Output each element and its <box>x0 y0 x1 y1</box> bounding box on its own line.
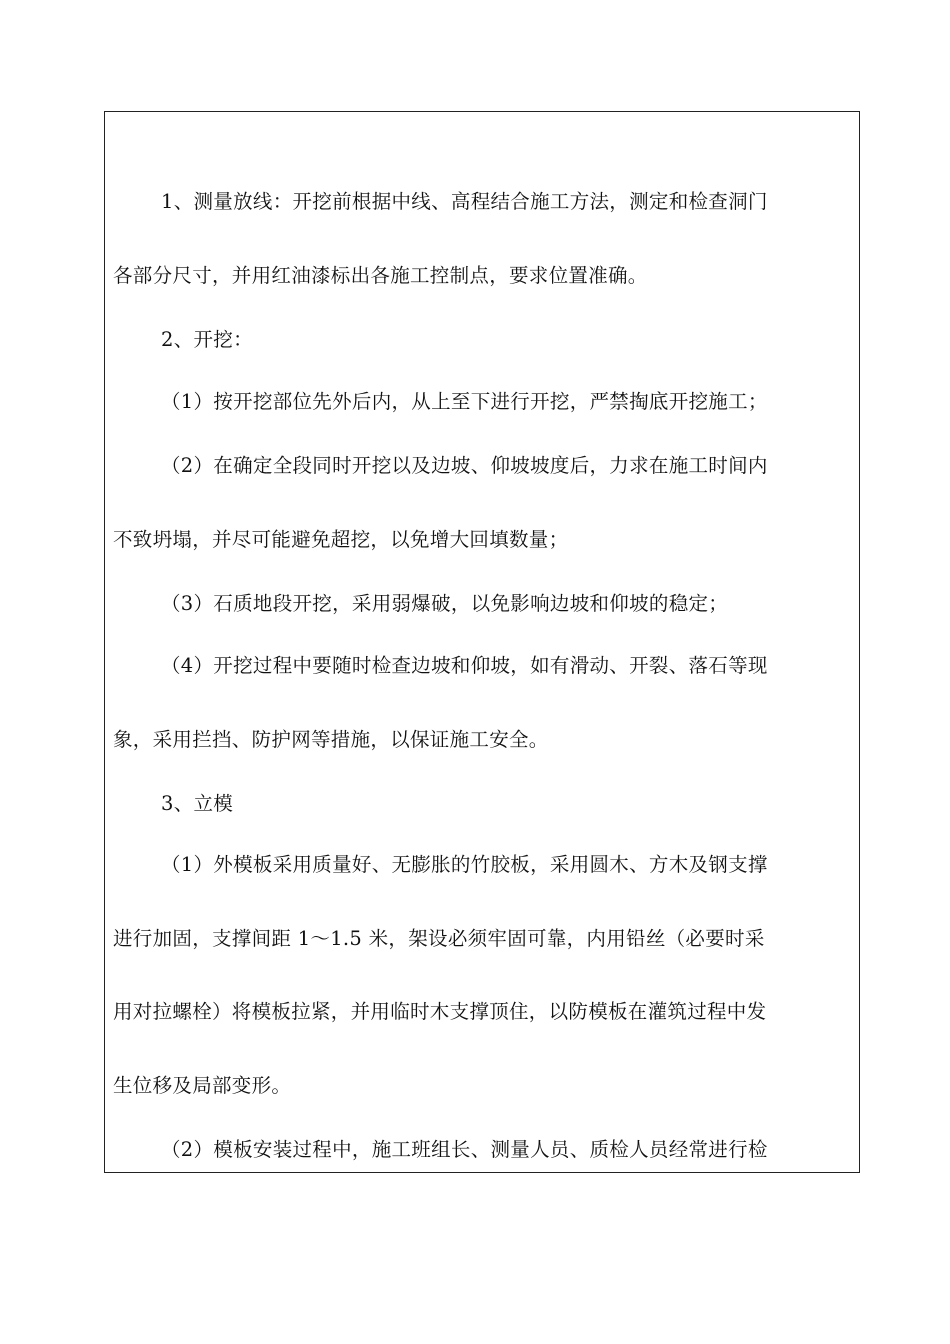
paragraph-line: 1、测量放线：开挖前根据中线、高程结合施工方法，测定和检查洞门 <box>161 190 768 213</box>
paragraph-line: 不致坍塌，并尽可能避免超挖，以免增大回填数量； <box>113 528 569 551</box>
document-frame <box>104 111 860 1173</box>
paragraph-line: （2）在确定全段同时开挖以及边坡、仰坡坡度后，力求在施工时间内 <box>161 454 768 477</box>
paragraph-line: （1）按开挖部位先外后内，从上至下进行开挖，严禁掏底开挖施工； <box>161 390 768 413</box>
section-heading: 3、立模 <box>161 792 234 815</box>
section-heading: 2、开挖： <box>161 328 253 351</box>
paragraph-line: 象，采用拦挡、防护网等措施，以保证施工安全。 <box>113 728 549 751</box>
paragraph-line: （1）外模板采用质量好、无膨胀的竹胶板，采用圆木、方木及钢支撑 <box>161 853 768 876</box>
paragraph-line: 生位移及局部变形。 <box>113 1074 292 1097</box>
paragraph-line: 各部分尺寸，并用红油漆标出各施工控制点，要求位置准确。 <box>113 264 648 287</box>
paragraph-line: （3）石质地段开挖，采用弱爆破，以免影响边坡和仰坡的稳定； <box>161 592 729 615</box>
paragraph-line: （4）开挖过程中要随时检查边坡和仰坡，如有滑动、开裂、落石等现 <box>161 654 768 677</box>
paragraph-line: 用对拉螺栓）将模板拉紧，并用临时木支撑顶住，以防模板在灌筑过程中发 <box>113 1000 767 1023</box>
paragraph-line: 进行加固，支撑间距 1～1.5 米，架设必须牢固可靠，内用铅丝（必要时采 <box>113 927 765 950</box>
paragraph-line: （2）模板安装过程中，施工班组长、测量人员、质检人员经常进行检 <box>161 1138 768 1161</box>
